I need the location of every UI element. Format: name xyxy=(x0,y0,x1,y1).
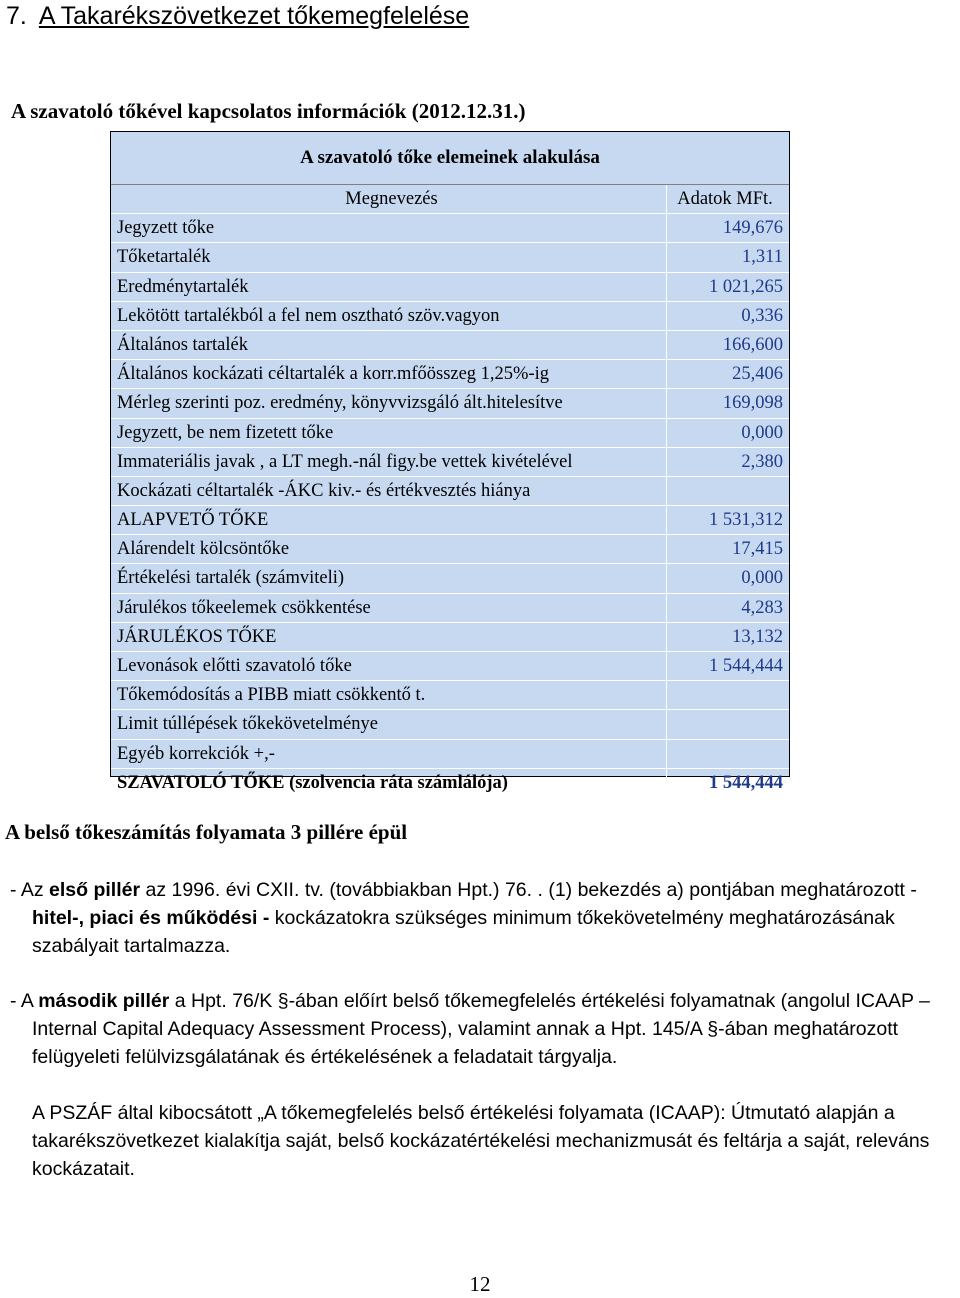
header-name: Megnevezés xyxy=(111,185,667,213)
row-value xyxy=(667,477,789,505)
row-label: Mérleg szerinti poz. eredmény, könyvvizsgáló ált.hitelesítve xyxy=(111,389,667,417)
text-segment: Internal Capital Adequacy Assessment Process), valamint annak a Hpt. 145/A §-ában meghatározott xyxy=(32,1018,899,1040)
pillars-heading: A belső tőkeszámítás folyamata 3 pillére épül xyxy=(5,820,408,844)
heading-number: 7. xyxy=(6,2,27,30)
row-label: Tőkemódosítás a PIBB miatt csökkentő t. xyxy=(111,681,667,709)
table-row xyxy=(111,213,789,242)
row-value: 25,406 xyxy=(732,364,783,385)
table-row xyxy=(111,301,789,330)
row-value: 166,600 xyxy=(722,334,783,355)
row-label: Általános tartalék xyxy=(111,331,667,359)
table-row xyxy=(111,388,789,417)
section-heading-7 xyxy=(6,0,469,32)
text-segment: felügyeleti felülvizsgálatának és értékelésének a feladatait tárgyalja. xyxy=(32,1046,618,1068)
table-row xyxy=(111,739,789,768)
paragraph-first-pillar xyxy=(10,876,958,960)
header-value: Adatok MFt. xyxy=(677,189,773,209)
table-row xyxy=(111,651,789,680)
table-row xyxy=(111,242,789,271)
paragraph-line xyxy=(10,932,958,960)
table-row xyxy=(111,709,789,738)
table-row xyxy=(111,476,789,505)
paragraph-line xyxy=(10,904,958,932)
row-value: 1,311 xyxy=(742,247,783,268)
text-segment: - Az xyxy=(10,879,50,901)
paragraph-pszaf xyxy=(10,1099,958,1183)
table-row xyxy=(111,505,789,534)
text-segment: szabályait tartalmazza. xyxy=(32,935,231,957)
row-value: 0,000 xyxy=(741,568,783,589)
row-label: Általános kockázati céltartalék a korr.mfőösszeg 1,25%-ig xyxy=(111,360,667,388)
row-value: 13,132 xyxy=(732,626,783,647)
row-value xyxy=(667,710,789,738)
table-row xyxy=(111,447,789,476)
paragraph-line: kockázatait. xyxy=(32,1158,135,1180)
table-row xyxy=(111,418,789,447)
table-row-total xyxy=(111,768,789,797)
table-row xyxy=(111,593,789,622)
table-row xyxy=(111,563,789,592)
row-label: JÁRULÉKOS TŐKE xyxy=(111,623,667,651)
row-value: 169,098 xyxy=(722,393,783,414)
row-label: Alárendelt kölcsöntőke xyxy=(111,535,667,563)
table-header xyxy=(111,184,789,213)
row-label: Járulékos tőkeelemek csökkentése xyxy=(111,594,667,622)
row-value: 1 544,444 xyxy=(709,656,783,676)
text-segment: az 1996. évi CXII. tv. (továbbiakban Hpt.) 76. . (1) bekezdés a) pontjában meghatározott - xyxy=(140,879,917,901)
row-label: Értékelési tartalék (számviteli) xyxy=(111,564,667,592)
bold-segment: első pillér xyxy=(49,879,141,901)
paragraph-line: takarékszövetkezet kialakítja saját, belső kockázatértékelési mechanizmusát és feltárja a saját, releváns xyxy=(32,1130,930,1152)
row-label: Immateriális javak , a LT megh.-nál figy.be vettek kivételével xyxy=(111,448,667,476)
paragraph-line xyxy=(10,987,958,1015)
page-number: 12 xyxy=(469,1272,491,1296)
bold-segment: második pillér xyxy=(38,990,170,1012)
row-value: 1 531,312 xyxy=(709,510,783,531)
row-value: 0,000 xyxy=(741,422,783,443)
row-label: Limit túllépések tőkekövetelménye xyxy=(111,710,667,738)
row-label: Lekötött tartalékból a fel nem osztható szöv.vagyon xyxy=(111,302,667,330)
row-value xyxy=(667,681,789,709)
row-label: Eredménytartalék xyxy=(111,273,667,301)
row-value: 17,415 xyxy=(732,539,783,560)
paragraph-line xyxy=(10,876,958,904)
row-label: Kockázati céltartalék -ÁKC kiv.- és értékvesztés hiánya xyxy=(111,477,667,505)
table-row xyxy=(111,359,789,388)
text-segment: a Hpt. 76/K §-ában előírt belső tőkemegfelelés értékelési folyamatnak (angolul ICAAP – xyxy=(169,990,930,1012)
table-row xyxy=(111,330,789,359)
table-row xyxy=(111,622,789,651)
heading-title: A Takarékszövetkezet tőkemegfelelése xyxy=(38,2,470,30)
paragraph-line xyxy=(10,1043,958,1071)
row-value: 1 021,265 xyxy=(709,276,783,297)
row-value: 1 544,444 xyxy=(709,772,783,793)
row-value xyxy=(667,740,789,768)
text-segment: kockázatokra szükséges minimum tőkekövetelmény meghatározásának xyxy=(269,907,895,929)
row-value: 4,283 xyxy=(741,597,783,618)
row-label: Jegyzett tőke xyxy=(111,214,667,242)
row-label: ALAPVETŐ TŐKE xyxy=(111,506,667,534)
table-row xyxy=(111,680,789,709)
table-title: A szavatoló tőke elemeinek alakulása xyxy=(300,147,600,168)
text-segment: - A xyxy=(10,990,39,1012)
bold-segment: hitel-, piaci és működési - xyxy=(32,907,270,929)
row-value: 0,336 xyxy=(741,305,783,326)
row-value: 2,380 xyxy=(741,451,783,472)
table-row xyxy=(111,534,789,563)
paragraph-line xyxy=(10,1015,958,1043)
row-label: Tőketartalék xyxy=(111,243,667,271)
row-label: Jegyzett, be nem fizetett tőke xyxy=(111,419,667,447)
capital-info-subheading: A szavatoló tőkével kapcsolatos információk (2012.12.31.) xyxy=(11,99,526,123)
row-value: 149,676 xyxy=(722,218,783,239)
paragraph-second-pillar xyxy=(10,987,958,1071)
table-row xyxy=(111,272,789,301)
paragraph-line: A PSZÁF által kibocsátott „A tőkemegfelelés belső értékelési folyamata (ICAAP): Útmutató alapján a xyxy=(32,1102,895,1124)
capital-elements-table xyxy=(110,131,790,793)
row-label: SZAVATOLÓ TŐKE (szolvencia ráta számlálója) xyxy=(111,769,667,797)
row-label: Levonások előtti szavatoló tőke xyxy=(111,652,667,680)
row-label: Egyéb korrekciók +,- xyxy=(111,740,667,768)
